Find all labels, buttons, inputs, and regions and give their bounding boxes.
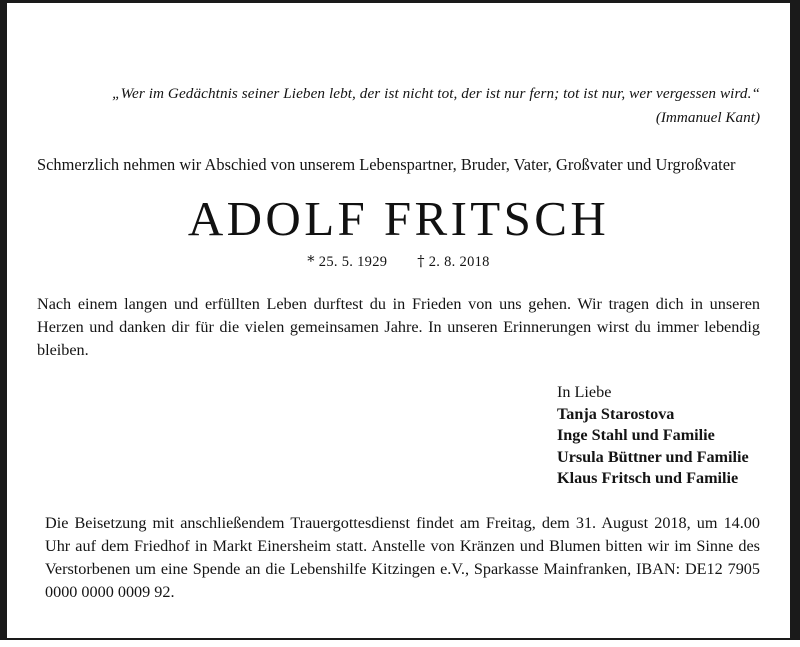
family-signature-block	[557, 382, 760, 490]
introduction-line: Schmerzlich nehmen wir Abschied von unserem Lebenspartner, Bruder, Vater, Großvater und Urgroßvater	[37, 154, 736, 174]
life-dates	[37, 254, 760, 271]
deceased-name: ADOLF FRITSCH	[187, 190, 610, 246]
signature-name: Inge Stahl und Familie	[557, 426, 715, 445]
memorial-quote	[37, 3, 760, 130]
memorial-quote-text: „Wer im Gedächtnis seiner Lieben lebt, der ist nicht tot, der ist nur fern; tot ist nur, wer vergessen wird.“	[112, 85, 760, 102]
signature-intro: In Liebe	[557, 383, 612, 402]
funeral-details-paragraph: Die Beisetzung mit anschließendem Trauergottesdienst findet am Freitag, dem 31. August 2018, um 14.00 Uhr auf dem Friedhof in Markt Einersheim statt. Anstelle von Kränzen und Blumen bitten wir im Sinne des Verstorbenen um eine Spende an die Lebenshilfe Kitzingen e.V., Sparkasse Mainfranken, IBAN: DE12 7905 0000 0000 0009 92.	[45, 513, 760, 601]
memorial-quote-attribution: (Immanuel Kant)	[655, 108, 760, 126]
signature-name: Tanja Starostova	[557, 404, 675, 423]
eulogy-paragraph: Nach einem langen und erfüllten Leben durftest du in Frieden von uns gehen. Wir tragen dich in unseren Herzen und danken dir für die vielen gemeinsamen Jahre. In unseren Erinnerungen wirst du immer lebendig bleiben.	[37, 295, 760, 360]
birth-symbol-icon: *	[307, 254, 315, 271]
signature-name: Ursula Büttner und Familie	[557, 447, 749, 466]
signature-name: Klaus Fritsch und Familie	[557, 469, 739, 488]
death-symbol-icon: †	[417, 254, 425, 271]
birth-date: 25. 5. 1929	[318, 254, 388, 271]
obituary-content	[7, 3, 790, 638]
death-date: 2. 8. 2018	[428, 254, 490, 271]
